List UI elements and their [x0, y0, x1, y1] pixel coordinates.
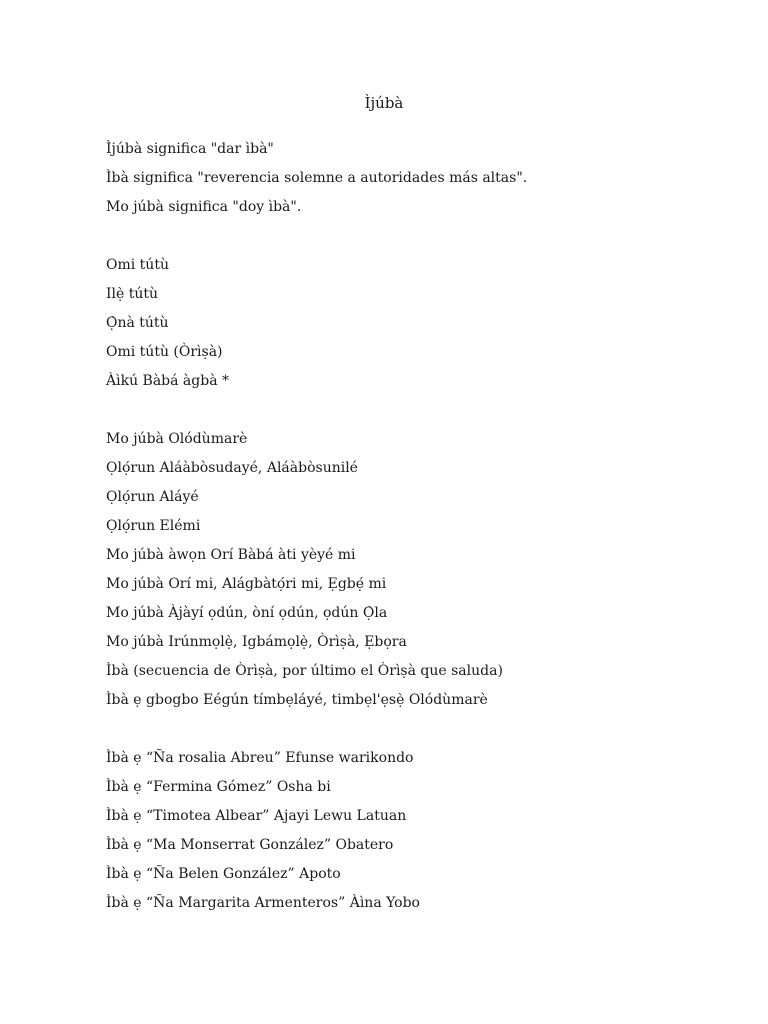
text-line: Ọlọ́run Aláyé [106, 489, 199, 505]
text-line: Ìbà significa "reverencia solemne a autoridades más altas". [106, 170, 528, 186]
text-line: Ìbà ẹ “Ña Belen González” Apoto [106, 866, 341, 882]
paragraph-gap [106, 400, 726, 429]
text-line: Mo júbà Olódùmarè [106, 431, 248, 447]
document-title: Ìjúbà [364, 94, 404, 112]
document-body [106, 139, 726, 922]
text-line: Ìbà (secuencia de Òrìṣà, por último el Òrìṣà que saluda) [106, 663, 503, 679]
text-line: Ìbà ẹ “Ña rosalia Abreu” Efunse warikondo [106, 750, 414, 766]
text-line: Ìbà ẹ “Fermina Gómez” Osha bi [106, 779, 331, 795]
text-line: Ọ̀nà tútù [106, 315, 169, 331]
text-line: Omi tútù [106, 257, 169, 273]
text-line: Ìjúbà significa "dar ìbà" [106, 141, 274, 157]
text-line: Ìbà ẹ “Ma Monserrat González” Obatero [106, 837, 394, 853]
text-line: Mo júbà Irúnmọlẹ̀, Igbámọlẹ̀, Òrìṣà, Ẹbọra [106, 634, 407, 650]
text-line: Ìbà ẹ “Ña Margarita Armenteros” Àìna Yobo [106, 895, 420, 911]
text-line: Mo júbà Orí mi, Alágbàtọ́ri mi, Ẹgbẹ́ mi [106, 576, 387, 592]
text-line: Àìkú Bàbá àgbà * [106, 373, 229, 389]
text-line: Mo júbà Àjàyí ọdún, òní ọdún, ọdún Ọ̀la [106, 605, 388, 621]
paragraph-gap [106, 719, 726, 748]
paragraph-gap [106, 226, 726, 255]
text-line: Ìbà ẹ “Timotea Albear” Ajayi Lewu Latuan [106, 808, 407, 824]
text-line: Omi tútù (Òrìṣà) [106, 344, 223, 360]
text-line: Mo júbà significa "doy ìbà". [106, 199, 302, 215]
text-line: Mo júbà àwọn Orí Bàbá àti yèyé mi [106, 547, 356, 563]
text-line: Ọlọ́run Aláàbòsudayé, Aláàbòsunilé [106, 460, 358, 476]
text-line: Ìbà ẹ gbogbo Eégún tímbẹláyé, timbẹl'ẹsẹ̀ Olódùmarè [106, 692, 488, 708]
text-line: Ilẹ̀ tútù [106, 286, 159, 302]
text-line: Ọlọ́run Elémi [106, 518, 201, 534]
